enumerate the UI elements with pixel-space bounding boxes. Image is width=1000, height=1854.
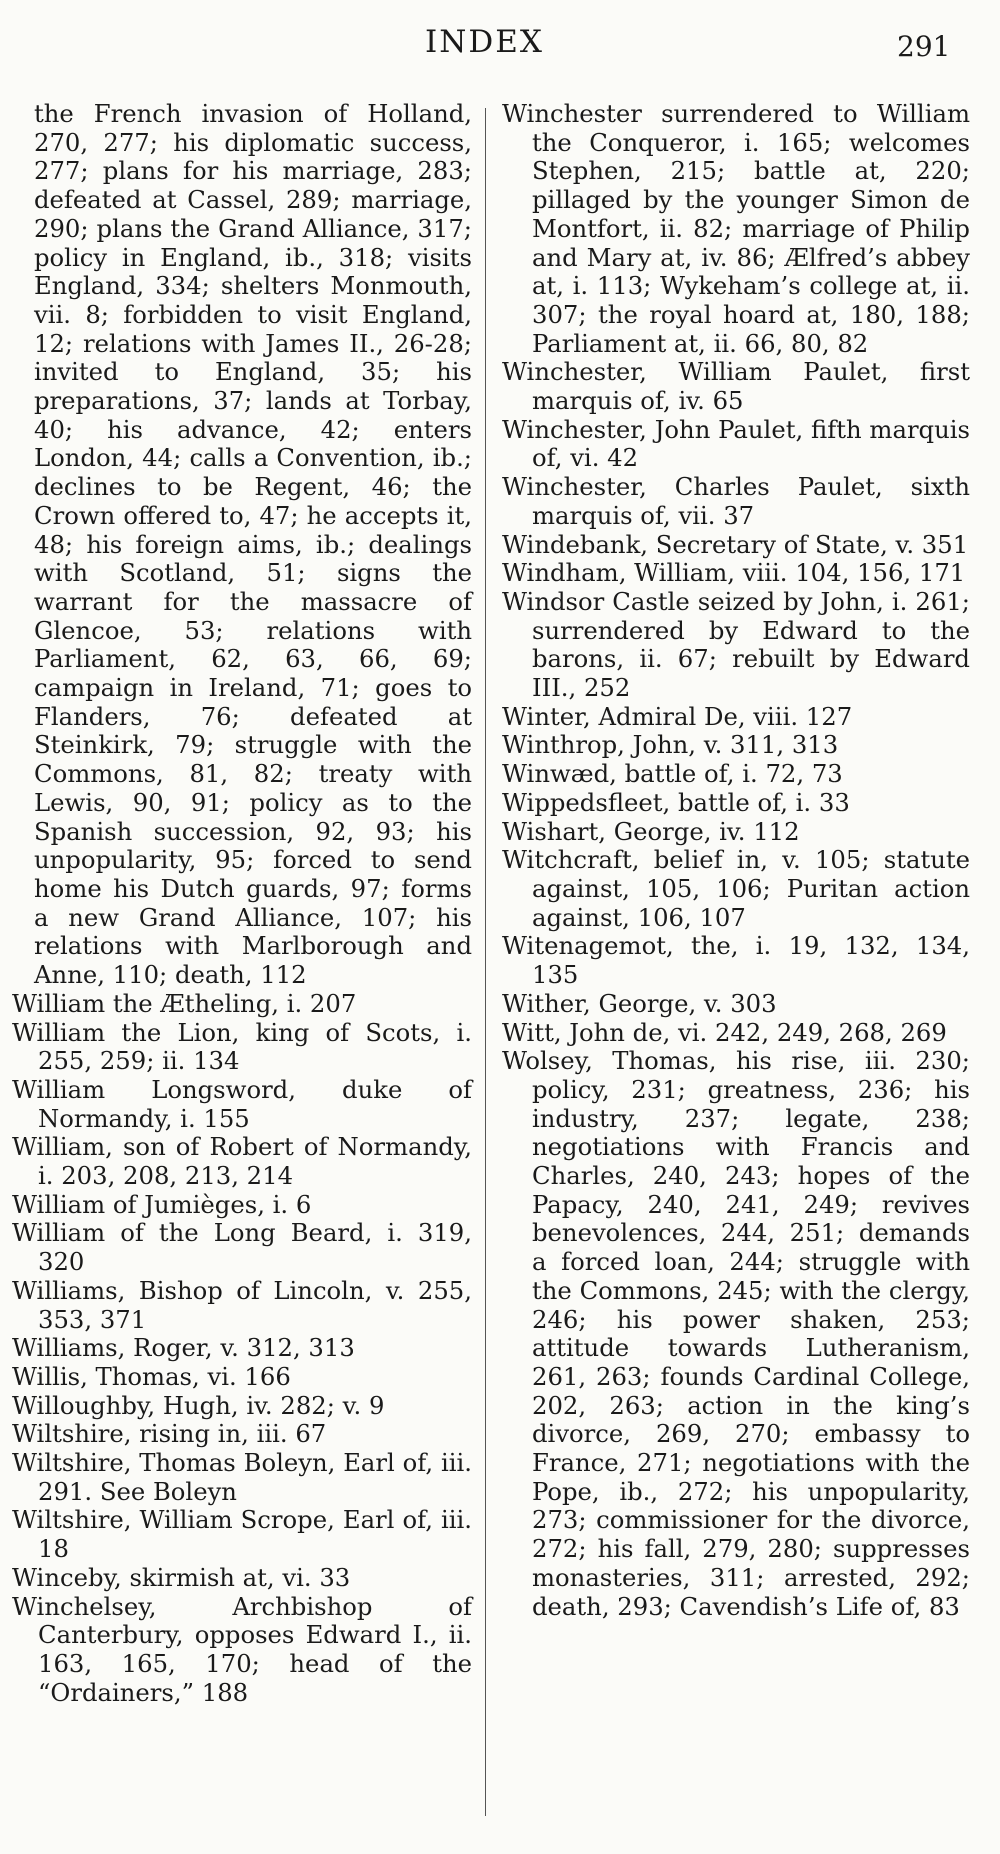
index-entry: Witchcraft, belief in, v. 105; statute against, 105, 106; Puritan action against, 106, 107 [502,845,970,932]
index-entry: Winceby, skirmish at, vi. 33 [12,1562,351,1592]
index-entry: Windsor Castle seized by John, i. 261; surrendered by Edward to the barons, ii. 67; rebuilt by Edward III., 252 [502,586,970,703]
index-entry: William the Lion, king of Scots, i. 255, 259; ii. 134 [12,1017,472,1076]
page-header [0,0,1000,80]
page-number: 291 [897,30,951,63]
index-entry: Winchester, William Paulet, first marquis of, iv. 65 [502,357,970,416]
index-entry: Windham, William, viii. 104, 156, 171 [502,558,966,588]
index-entry: Wither, George, v. 303 [502,988,777,1018]
index-entry: Willoughby, Hugh, iv. 282; v. 9 [12,1390,385,1420]
index-entry: Witt, John de, vi. 242, 249, 268, 269 [502,1017,947,1047]
index-entry: Witenagemot, the, i. 19, 132, 134, 135 [502,931,970,990]
index-entry: Williams, Bishop of Lincoln, v. 255, 353, 371 [12,1275,472,1334]
index-entry: William of Jumièges, i. 6 [12,1189,312,1219]
index-entry: Wolsey, Thomas, his rise, iii. 230; policy, 231; greatness, 236; his industry, 237; legate, 238; negotiations with Francis and Charles, 240, 243; hopes of the Papacy, 240, 241, 249; revives benevolences, 244, 251; demands a forced loan, 244; struggle with the Commons, 245; with the clergy, 246; his power shaken, 253; attitude towards Lutheranism, 261, 263; founds Cardinal College, 202, 263; action in the king’s divorce, 269, 270; embassy to France, 271; negotiations with the Pope, ib., 272; his unpopularity, 273; commissioner for the divorce, 272; his fall, 279, 280; suppresses monasteries, 311; arrested, 292; death, 293; Cavendish’s Life of, 83 [502,1046,970,1621]
index-entry: Winwæd, battle of, i. 72, 73 [502,759,843,789]
index-entry: Wiltshire, William Scrope, Earl of, iii. 18 [12,1505,472,1564]
column-divider [485,108,486,1816]
index-entry: the French invasion of Holland, 270, 277; his diplomatic success, 277; plans for his marriage, 283; defeated at Cassel, 289; marriage, 290; plans the Grand Alliance, 317; policy in England, ib., 318; visits England, 334; shelters Monmouth, vii. 8; forbidden to visit England, 12; relations with James II., 26-28; invited to England, 35; his preparations, 37; lands at Torbay, 40; his advance, 42; enters London, 44; calls a Convention, ib.; declines to be Regent, 46; the Crown offered to, 47; he accepts it, 48; his foreign aims, ib.; dealings with Scotland, 51; signs the warrant for the massacre of Glencoe, 53; relations with Parliament, 62, 63, 66, 69; campaign in Ireland, 71; goes to Flanders, 76; defeated at Steinkirk, 79; struggle with the Commons, 81, 82; treaty with Lewis, 90, 91; policy as to the Spanish succession, 92, 93; his unpopularity, 95; forced to send home his Dutch guards, 97; forms a new Grand Alliance, 107; his relations with Marlborough and Anne, 110; death, 112 [34,99,472,990]
index-entry: Wiltshire, Thomas Boleyn, Earl of, iii. 291. See Boleyn [12,1448,472,1506]
index-column-right [502,100,970,1621]
index-entry: William, son of Robert of Normandy, i. 203, 208, 213, 214 [12,1132,472,1191]
index-entry: William Longsword, duke of Normandy, i. 155 [12,1074,472,1133]
index-entry: Winchester, Charles Paulet, sixth marquis of, vii. 37 [502,472,970,530]
index-entry: Winthrop, John, v. 311, 313 [502,730,839,760]
page-title: INDEX [425,24,544,60]
index-entry: Winchelsey, Archbishop of Canterbury, opposes Edward I., ii. 163, 165, 170; head of the “Ordainers,” 188 [12,1591,472,1707]
index-entry: Williams, Roger, v. 312, 313 [12,1333,355,1363]
index-entry: Willis, Thomas, vi. 166 [12,1361,291,1391]
index-entry: Wiltshire, rising in, iii. 67 [12,1419,327,1449]
index-entry: Winchester, John Paulet, fifth marquis of, vi. 42 [502,414,970,473]
index-entry: Wishart, George, iv. 112 [502,816,800,846]
index-entry: William of the Long Beard, i. 319, 320 [12,1218,472,1277]
index-entry: Winter, Admiral De, viii. 127 [502,701,853,731]
index-entry: William the Ætheling, i. 207 [12,988,357,1018]
index-entry: Winchester surrendered to William the Conqueror, i. 165; welcomes Stephen, 215; battle at, 220; pillaged by the younger Simon de Montfort, ii. 82; marriage of Philip and Mary at, iv. 86; Ælfred’s abbey at, i. 113; Wykeham’s college at, ii. 307; the royal hoard at, 180, 188; Parliament at, ii. 66, 80, 82 [502,99,970,358]
index-entry: Wippedsfleet, battle of, i. 33 [502,787,850,817]
index-entry: Windebank, Secretary of State, v. 351 [502,529,969,559]
index-column-left [12,100,472,1707]
